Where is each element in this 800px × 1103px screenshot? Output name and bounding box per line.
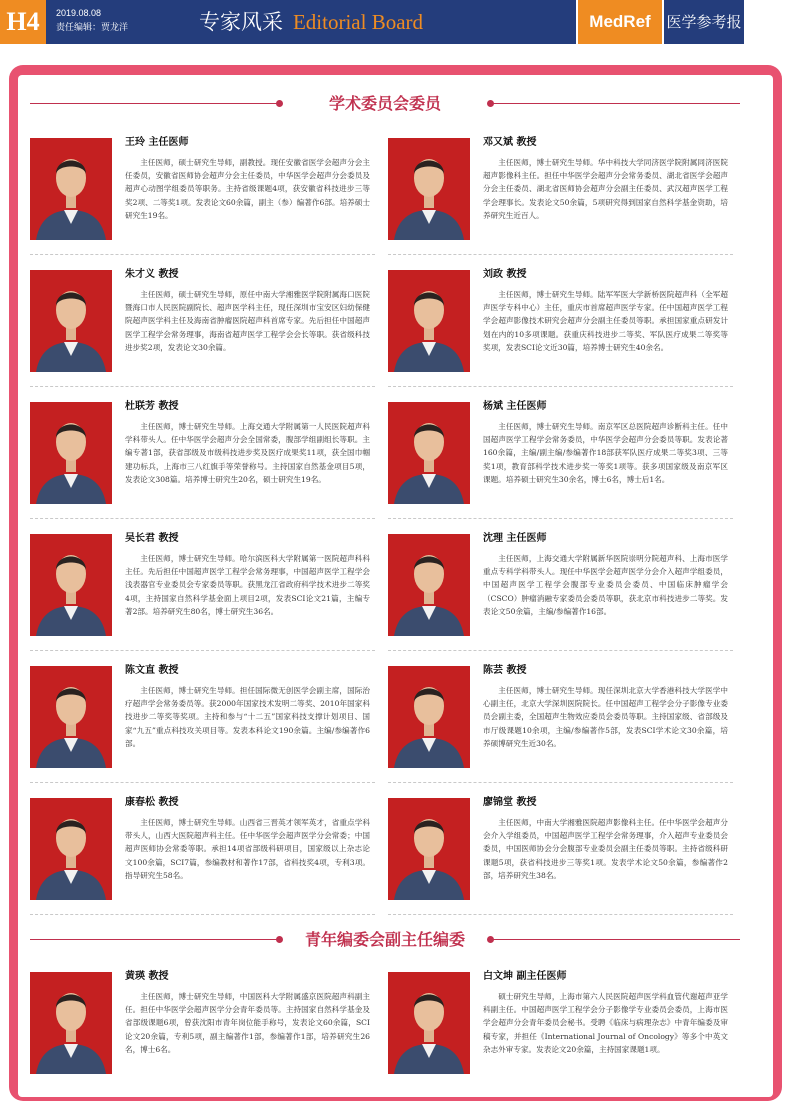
member-name: 康春松 教授: [125, 797, 179, 808]
member-card: [388, 798, 728, 903]
member-name: 刘政 教授: [483, 269, 527, 280]
member-name: 沈理 主任医师: [483, 533, 547, 544]
section-title: [46, 8, 576, 36]
member-bio: 主任医师，博士研究生导师。华中科技大学同济医学院附属同济医院超声影像科主任。担任中华医学会超声分会常务委员、湖北省医学会超声分会主任委员、湖北省医师协会超声分会副主任委员、武汉超声医学工程学会理事长。发表论文50余篇，5项研究得到国家自然科学基金资助，培养研究生近百人。: [483, 158, 728, 220]
member-card: [388, 666, 728, 771]
member-photo: [388, 972, 470, 1074]
member-photo: [388, 798, 470, 900]
member-photo: [388, 402, 470, 504]
member-name: 王玲 主任医师: [125, 137, 189, 148]
member-name: 朱才义 教授: [125, 269, 179, 280]
member-name: 陈芸 教授: [483, 665, 527, 676]
member-bio: 主任医师，中南大学湘雅医院超声影像科主任。任中华医学会超声分会介入学组委员，中国超声医学工程学会常务理事，介入超声专业委员会委员，中国医师协会分会腹部专业委员会副主任委员等职。主持省级科研课题5项，获省科技进步三等奖1项。发表学术论文50余篇，参编著作2部，培养研究生38名。: [483, 818, 728, 880]
section-heading-academic-text: 学术委员会委员: [328, 94, 441, 113]
row-divider: [388, 254, 733, 255]
member-name: 黄瑛 教授: [125, 971, 169, 982]
section-title-cn: 专家风采: [198, 10, 283, 34]
member-card: [30, 270, 370, 375]
member-bio: 主任医师，博士研究生导师。担任国际微无创医学会副主席，国际治疗超声学会常务委员等。获2000年国家技术发明二等奖、2010年国家科技进步二等奖等奖项。主持和参与“十二五”国家科技支撑计划项目、国家“九五”重点科技攻关项目等。发表本科论文190余篇。主编/参编著作6部。: [125, 686, 370, 748]
member-name: 杨斌 主任医师: [483, 401, 547, 412]
row-divider: [388, 914, 733, 915]
section-heading-academic: [30, 89, 740, 119]
member-bio: 主任医师，博士研究生导师。山西省三晋英才领军英才，省重点学科带头人，山西大医院超声科主任。任中华医学会超声医学分会常委；中国超声医师协会常委等职。承担14项省部级科研项目，国家级以上杂志论文100余篇，SCI7篇，参编教材和著作17部，省科技奖4项，专利3项。指导研究生58名。: [125, 818, 370, 880]
member-card: [30, 534, 370, 639]
member-bio: 主任医师，博士研究生导师。陆军军医大学新桥医院超声科（全军超声医学专科中心）主任，重庆市首席超声医学专家。任中国超声医学工程学会超声影像技术研究会超声分会副主任委员等职。承担国家重点研发计划在内的10多项课题。获重庆科技进步二等奖、军队医疗成果二等奖等奖项，发表SCI论文近30篇，培养博士研究生40余名。: [483, 290, 728, 352]
member-bio: 硕士研究生导师，上海市第六人民医院超声医学科血管代谢超声亚学科副主任。中国超声医学工程学会分子影像学专业委员会委员，上海市医学会超声分会青年委员会秘书。受聘《临床与病理杂志》中青年编委及审稿专家，并担任《International Journal of Oncology》等多个中英文杂志外审专家。发表论文20余篇，主持国家课题1项。: [483, 992, 728, 1054]
section-heading-youth-text: 青年编委会副主任编委: [304, 930, 465, 949]
member-card: [30, 138, 370, 243]
header-bar: [46, 0, 576, 44]
member-card: [30, 666, 370, 771]
member-bio: 主任医师，博士研究生导师。上海交通大学附属第一人民医院超声科学科带头人。任中华医学会超声分会全国常委，腹部学组副组长等职。主编专著1部，获省部级及市级科技进步奖及医疗成果奖11项，获全国巾帼建功标兵，上海市三八红旗手等荣誉称号。主持国家自然基金项目5项，发表论文308篇。培养博士研究生20名，硕士研究生19名。: [125, 422, 370, 484]
member-photo: [30, 534, 112, 636]
row-divider: [30, 386, 375, 387]
member-name: 廖锦堂 教授: [483, 797, 537, 808]
member-name: 邓又斌 教授: [483, 137, 537, 148]
member-bio: 主任医师，硕士研究生导师，副教授。现任安徽省医学会超声分会主任委员，安徽省医师协会超声分会主任委员，中华医学会超声分会委员及超声心动图学组委员等职务。主持省级课题4项，获安徽省科技进步三等奖2项、二等奖1项。发表论文60余篇，副主（参）编著作6部。培养硕士研究生19名。: [125, 158, 370, 220]
member-photo: [388, 666, 470, 768]
member-card: [388, 270, 728, 375]
member-card: [30, 402, 370, 507]
page-header: [0, 0, 800, 44]
member-photo: [30, 270, 112, 372]
member-bio: 主任医师，博士研究生导师。现任深圳北京大学香港科技大学医学中心副主任，北京大学深圳医院院长。任中国超声工程学会分子影像专业委员会副主委，全国超声生物效应委员会委员等职。主持国家级、省部级及市厅级课题10余项，主编/参编著作5部，发表SCI学术论文30余篇，培养硕博研究生近30名。: [483, 686, 728, 748]
row-divider: [30, 782, 375, 783]
row-divider: [388, 782, 733, 783]
member-photo: [30, 972, 112, 1074]
member-photo: [388, 270, 470, 372]
member-photo: [30, 402, 112, 504]
member-photo: [30, 138, 112, 240]
member-photo: [30, 798, 112, 900]
row-divider: [388, 518, 733, 519]
member-bio: 主任医师，硕士研究生导师，原任中南大学湘雅医学院附属海口医院暨海口市人民医院副院长、超声医学科主任，现任深圳市宝安区妇幼保健院超声医学科主任及海南省肿瘤医院超声科首席专家。先后担任中国超声医学工程学会常务理事，海南省超声医学工程学会会长等职。获省级科技进步奖2项，发表论文30余篇。: [125, 290, 370, 352]
member-bio: 主任医师，博士研究生导师。哈尔滨医科大学附属第一医院超声科科主任。先后担任中国超声医学工程学会常务理事，中国超声医学工程学会浅表器官专业委员会专家委员等职。获黑龙江省政府科学技术进步二等奖4项，主持国家自然科学基金面上项目2项，发表SCI论文21篇，主编专著2部。培养研究生80名，博士研究生36名。: [125, 554, 370, 616]
member-name: 陈文直 教授: [125, 665, 179, 676]
section-heading-youth: [30, 925, 740, 955]
member-bio: 主任医师，博士研究生导师。南京军区总医院超声诊断科主任。任中国超声医学工程学会常务委员，中华医学会超声分会委员等职。发表论著160余篇，主编/副主编/参编著作18部获军队医疗成果二等奖3项、三等奖1项，教育部科学技术进步奖一等奖1项等。获多项国家级及南京军区课题。培养硕士研究生30余名，博士6名，博士后1名。: [483, 422, 728, 484]
member-bio: 主任医师，上海交通大学附属新华医院崇明分院超声科、上海市医学重点专科学科带头人。现任中华医学会超声医学分会介入超声学组委员，中国超声医学工程学会腹部专业委员会委员、中国临床肿瘤学会（CSCO）肿瘤消融专家委员会委员等职，获北京市科技进步二等奖。发表论文50余篇，主编/参编著作16部。: [483, 554, 728, 616]
member-name: 吴长君 教授: [125, 533, 179, 544]
member-name: 杜联芳 教授: [125, 401, 179, 412]
row-divider: [388, 650, 733, 651]
page-number: H4: [0, 0, 46, 44]
member-card: [30, 972, 370, 1077]
brand-logo: MedRef: [578, 0, 662, 44]
member-card: [388, 402, 728, 507]
section-title-en: Editorial Board: [292, 10, 424, 34]
newspaper-name: 医学参考报: [664, 0, 744, 44]
row-divider: [388, 386, 733, 387]
responsible-editor: 责任编辑：贾龙洋: [56, 22, 129, 32]
row-divider: [30, 254, 375, 255]
member-card: [30, 798, 370, 903]
member-photo: [30, 666, 112, 768]
member-card: [388, 138, 728, 243]
row-divider: [30, 914, 375, 915]
row-divider: [30, 650, 375, 651]
member-bio: 主任医师，博士研究生导师，中国医科大学附属盛京医院超声科副主任。担任中华医学会超声医学分会青年委员等。主持国家自然科学基金及省部级课题6项，曾获沈阳市青年岗位能手称号，发表论文60余篇，SCI论文20余篇，专利5项，副主编著作1部，参编著作1部，培养研究生26名，博士6名。: [125, 992, 370, 1054]
member-photo: [388, 534, 470, 636]
member-photo: [388, 138, 470, 240]
member-card: [388, 534, 728, 639]
member-card: [388, 972, 728, 1077]
issue-date: 2019.08.08: [56, 8, 102, 18]
member-name: 白文坤 副主任医师: [483, 971, 567, 982]
row-divider: [30, 518, 375, 519]
